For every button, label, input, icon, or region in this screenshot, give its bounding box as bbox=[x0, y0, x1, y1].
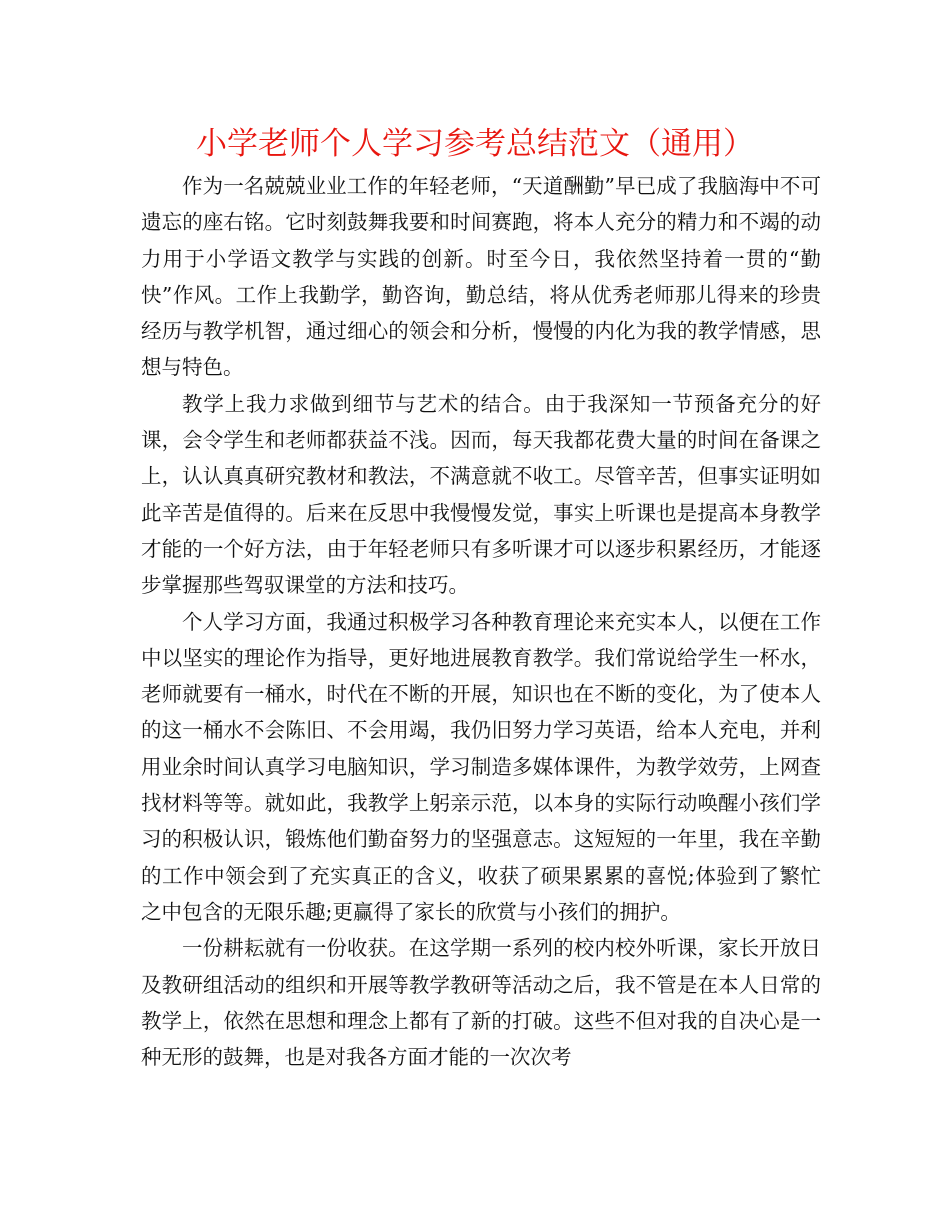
paragraph-4: 一份耕耘就有一份收获。在这学期一系列的校内校外听课，家长开放日及教研组活动的组织和开展等教学教研等活动之后，我不管是在本人日常的教学上，依然在思想和理念上都有了新的打破。这些不但对我的自决心是一种无形的鼓舞，也是对我各方面才能的一次次考 bbox=[141, 936, 821, 1070]
document-body bbox=[141, 168, 821, 1075]
document-title: 小学老师个人学习参考总结范文（通用） bbox=[196, 126, 754, 162]
paragraph-3: 个人学习方面，我通过积极学习各种教育理论来充实本人，以便在工作中以坚实的理论作为指导，更好地进展教育教学。我们常说给学生一杯水，老师就要有一桶水，时代在不断的开展，知识也在不断的变化，为了使本人的这一桶水不会陈旧、不会用竭，我仍旧努力学习英语，给本人充电，并利用业余时间认真学习电脑知识，学习制造多媒体课件，为教学效劳，上网查找材料等等。就如此，我教学上躬亲示范，以本身的实际行动唤醒小孩们学习的积极认识，锻炼他们勤奋努力的坚强意志。这短短的一年里，我在辛勤的工作中领会到了充实真正的含义，收获了硕果累累的喜悦;体验到了繁忙之中包含的无限乐趣;更赢得了家长的欣赏与小孩们的拥护。 bbox=[141, 609, 821, 924]
paragraph-1: 作为一名兢兢业业工作的年轻老师，“天道酬勤”早已成了我脑海中不可遗忘的座右铭。它时刻鼓舞我要和时间赛跑，将本人充分的精力和不竭的动力用于小学语文教学与实践的创新。时至今日，我依然坚持着一贯的“勤快”作风。工作上我勤学，勤咨询，勤总结，将从优秀老师那儿得来的珍贵经历与教学机智，通过细心的领会和分析，慢慢的内化为我的教学情感，思想与特色。 bbox=[141, 174, 821, 380]
paragraph-2: 教学上我力求做到细节与艺术的结合。由于我深知一节预备充分的好课，会令学生和老师都获益不浅。因而，每天我都花费大量的时间在备课之上，认认真真研究教材和教法，不满意就不收工。尽管辛苦，但事实证明如此辛苦是值得的。后来在反思中我慢慢发觉，事实上听课也是提高本身教学才能的一个好方法，由于年轻老师只有多听课才可以逐步积累经历，才能逐步掌握那些驾驭课堂的方法和技巧。 bbox=[141, 391, 821, 598]
